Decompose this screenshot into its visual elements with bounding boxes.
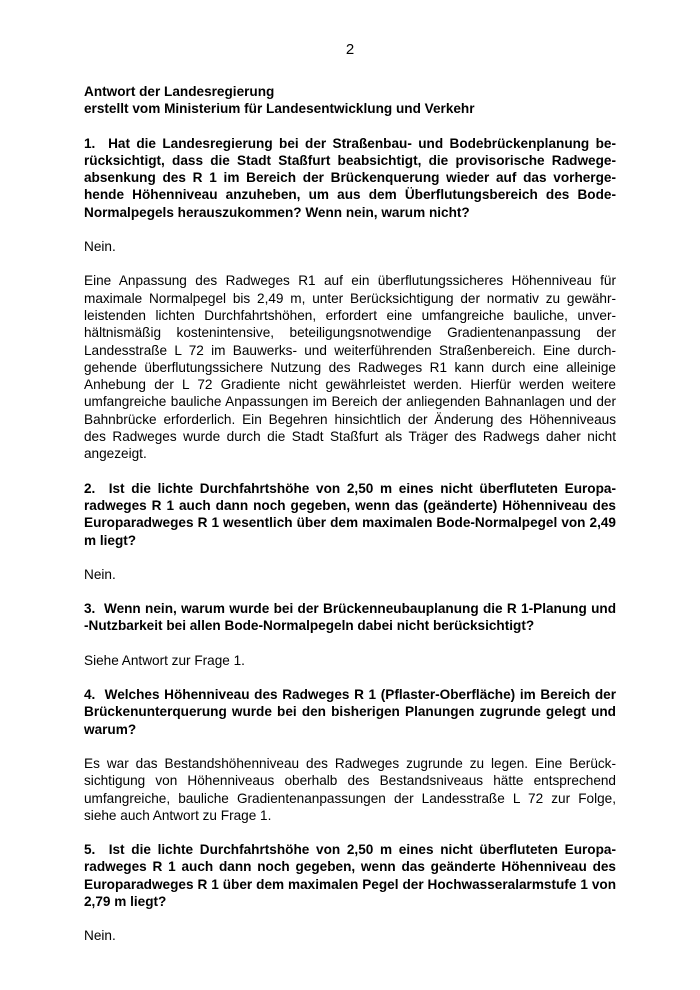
answer-1-short: Nein. bbox=[84, 239, 116, 255]
question-5: 5. Ist die lichte Durchfahrtshöhe von 2,50 m eines nicht überfluteten Europaradweges R 1 auch dann noch gegeben, wenn das geänderte Höhenniveau des Europaradweges R 1 über dem maximalen Pegel der Hochwasseralarmstufe 1 von 2,79 m liegt? bbox=[84, 842, 616, 909]
question-2: 2. Ist die lichte Durchfahrtshöhe von 2,50 m eines nicht überfluteten Europaradweges R 1 auch dann noch gegeben, wenn das (geänderte) Höhenniveau des Europaradweges R 1 wesentlich über dem maximalen Bode-Normalpegel von 2,49 m liegt? bbox=[84, 480, 616, 548]
answer-2: Nein. bbox=[84, 566, 116, 582]
header-subtitle: erstellt vom Ministerium für Landesentwicklung und Verkehr bbox=[84, 101, 475, 117]
answer-5: Nein. bbox=[84, 928, 116, 944]
question-4: 4. Welches Höhenniveau des Radweges R 1 (Pflaster-Oberfläche) im Bereich der Brückenunterquerung wurde bei den bisherigen Planungen zugrunde gelegt und warum? bbox=[84, 687, 616, 737]
answer-1-detail: Eine Anpassung des Radweges R1 auf ein überflutungssicheres Höhenniveau für maximale Normalpegel bis 2,49 m, unter Berücksichtigung der normativ zu gewährleistenden lichten Durchfahrtshöhen, erfordert eine umfangreiche bauliche, unverhältnismäßig kostenintensive, beteiligungsnotwendige Gradientenanpassung der Landesstraße L 72 im Bauwerks- und weiterführenden Straßenbereich. Eine durchgehende überflutungssichere Nutzung des Radweges R1 kann durch eine alleinige Anhebung der L 72 Gradiente nicht gewährleistet werden. Hierfür werden weitere umfangreiche bauliche Anpassungen im Bereich der anliegenden Bahnanlagen und der Bahnbrücke erforderlich. Ein Begehren hinsichtlich der Änderung des Höhenniveaus des Radweges wurde durch die Stadt Staßfurt als Träger des Radwegs daher nicht angezeigt. bbox=[84, 273, 616, 462]
page-number: 2 bbox=[345, 41, 355, 58]
document-header bbox=[84, 83, 616, 118]
document-body bbox=[84, 83, 616, 945]
question-1: 1. Hat die Landesregierung bei der Straßenbau- und Bodebrückenplanung berücksichtigt, dass die Stadt Staßfurt beabsichtigt, die provisorische Radwegeabsenkung des R 1 im Bereich der Brückenquerung wieder auf das vorhergehende Höhenniveau anzuheben, um aus dem Überflutungsbereich des Bode-Normalpegels herauszukommen? Wenn nein, warum nicht? bbox=[84, 135, 616, 220]
question-3: 3. Wenn nein, warum wurde bei der Brückenneubauplanung die R 1-Planung und -Nutzbarkeit bei allen Bode-Normalpegeln dabei nicht berücksichtigt? bbox=[84, 601, 616, 634]
header-title: Antwort der Landesregierung bbox=[84, 84, 275, 99]
answer-4: Es war das Bestandshöhenniveau des Radweges zugrunde zu legen. Eine Berücksichtigung von Höhenniveaus oberhalb des Bestandsniveaus hätte entsprechend umfangreiche, bauliche Gradientenanpassungen der Landesstraße L 72 zur Folge, siehe auch Antwort zu Frage 1. bbox=[84, 755, 616, 823]
answer-3: Siehe Antwort zur Frage 1. bbox=[84, 652, 245, 668]
